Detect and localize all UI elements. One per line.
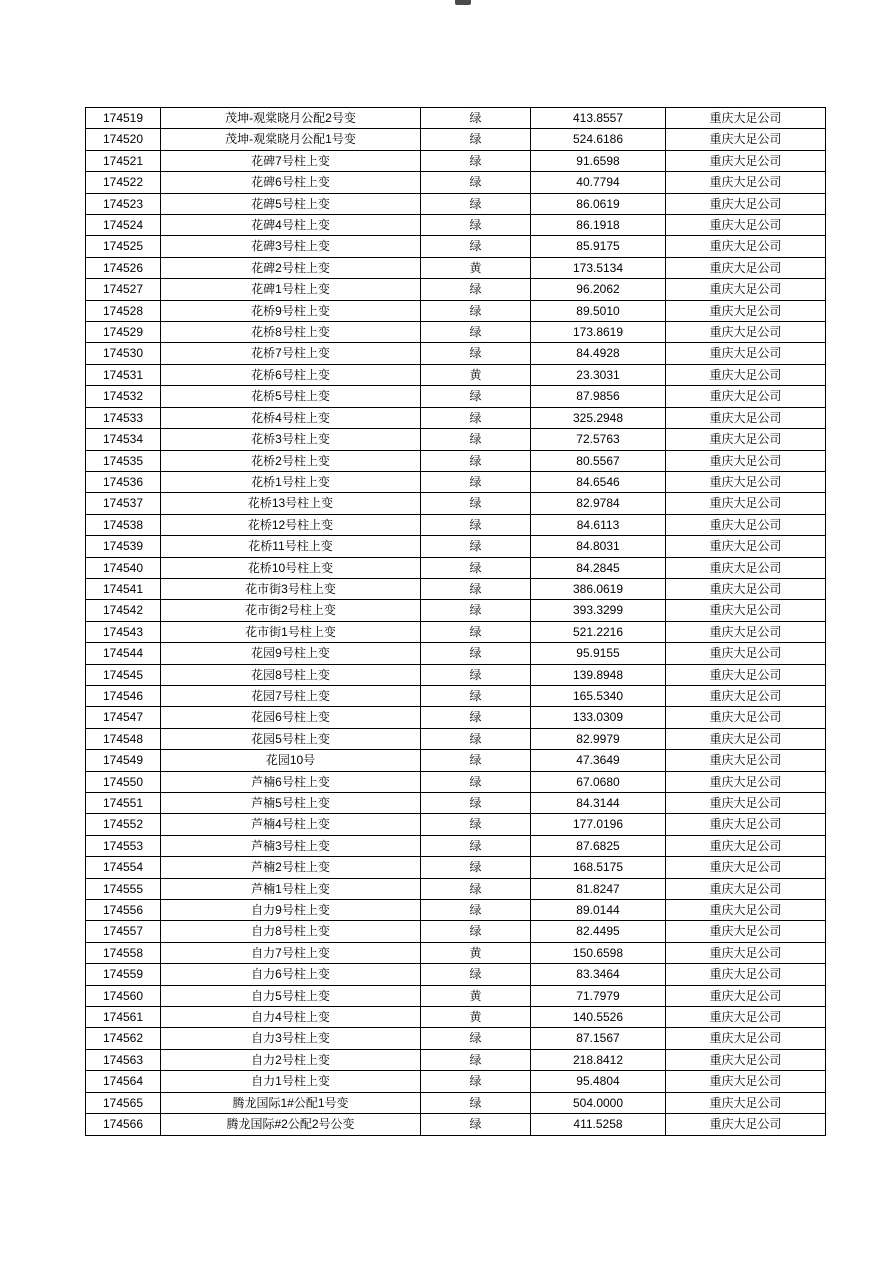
cell-name: 自力5号柱上变 (161, 985, 421, 1006)
cell-status: 绿 (421, 514, 531, 535)
cell-status: 绿 (421, 429, 531, 450)
cell-company: 重庆大足公司 (666, 1049, 826, 1070)
cell-company: 重庆大足公司 (666, 814, 826, 835)
table-row (86, 1071, 826, 1092)
cell-company: 重庆大足公司 (666, 279, 826, 300)
cell-company: 重庆大足公司 (666, 1092, 826, 1113)
table-row (86, 1028, 826, 1049)
cell-name: 花桥7号柱上变 (161, 343, 421, 364)
cell-status: 绿 (421, 557, 531, 578)
cell-status: 绿 (421, 643, 531, 664)
cell-id: 174558 (86, 942, 161, 963)
cell-value: 140.5526 (531, 1007, 666, 1028)
cell-company: 重庆大足公司 (666, 129, 826, 150)
table-row (86, 450, 826, 471)
cell-value: 84.6546 (531, 471, 666, 492)
cell-id: 174553 (86, 835, 161, 856)
cell-name: 花园5号柱上变 (161, 728, 421, 749)
cell-value: 86.0619 (531, 193, 666, 214)
cell-company: 重庆大足公司 (666, 793, 826, 814)
table-row (86, 664, 826, 685)
cell-company: 重庆大足公司 (666, 835, 826, 856)
cell-name: 花园7号柱上变 (161, 685, 421, 706)
cell-company: 重庆大足公司 (666, 343, 826, 364)
cell-value: 47.3649 (531, 750, 666, 771)
table-row (86, 193, 826, 214)
cell-name: 花园10号 (161, 750, 421, 771)
cell-company: 重庆大足公司 (666, 985, 826, 1006)
cell-id: 174561 (86, 1007, 161, 1028)
cell-value: 521.2216 (531, 621, 666, 642)
cell-value: 411.5258 (531, 1114, 666, 1135)
cell-value: 91.6598 (531, 150, 666, 171)
cell-status: 黄 (421, 1007, 531, 1028)
cell-value: 82.9784 (531, 493, 666, 514)
cell-id: 174527 (86, 279, 161, 300)
cell-status: 绿 (421, 621, 531, 642)
cell-status: 黄 (421, 942, 531, 963)
cell-id: 174523 (86, 193, 161, 214)
cell-value: 89.5010 (531, 300, 666, 321)
cell-value: 89.0144 (531, 900, 666, 921)
cell-value: 82.4495 (531, 921, 666, 942)
cell-value: 83.3464 (531, 964, 666, 985)
cell-value: 84.6113 (531, 514, 666, 535)
cell-company: 重庆大足公司 (666, 1028, 826, 1049)
cell-company: 重庆大足公司 (666, 193, 826, 214)
cell-company: 重庆大足公司 (666, 514, 826, 535)
cell-name: 自力7号柱上变 (161, 942, 421, 963)
cell-status: 绿 (421, 279, 531, 300)
cell-status: 绿 (421, 1071, 531, 1092)
cell-status: 绿 (421, 578, 531, 599)
cell-name: 芦楠1号柱上变 (161, 878, 421, 899)
cell-status: 黄 (421, 985, 531, 1006)
cell-value: 86.1918 (531, 215, 666, 236)
cell-status: 黄 (421, 257, 531, 278)
cell-value: 67.0680 (531, 771, 666, 792)
cell-id: 174562 (86, 1028, 161, 1049)
cell-company: 重庆大足公司 (666, 578, 826, 599)
cell-name: 花桥3号柱上变 (161, 429, 421, 450)
table-row (86, 108, 826, 129)
cell-name: 花碑4号柱上变 (161, 215, 421, 236)
cell-value: 177.0196 (531, 814, 666, 835)
cell-value: 80.5567 (531, 450, 666, 471)
cell-company: 重庆大足公司 (666, 707, 826, 728)
cell-company: 重庆大足公司 (666, 557, 826, 578)
table-row (86, 643, 826, 664)
cell-name: 花市街3号柱上变 (161, 578, 421, 599)
cell-id: 174542 (86, 600, 161, 621)
cell-value: 150.6598 (531, 942, 666, 963)
cell-status: 绿 (421, 707, 531, 728)
cell-company: 重庆大足公司 (666, 750, 826, 771)
cell-name: 花桥9号柱上变 (161, 300, 421, 321)
cell-status: 绿 (421, 386, 531, 407)
cell-status: 绿 (421, 750, 531, 771)
cell-name: 花桥13号柱上变 (161, 493, 421, 514)
cell-company: 重庆大足公司 (666, 300, 826, 321)
table-row (86, 942, 826, 963)
table-row (86, 685, 826, 706)
cell-name: 芦楠5号柱上变 (161, 793, 421, 814)
cell-name: 花桥10号柱上变 (161, 557, 421, 578)
table-row (86, 1049, 826, 1070)
cell-status: 绿 (421, 964, 531, 985)
cell-name: 芦楠2号柱上变 (161, 857, 421, 878)
cell-status: 绿 (421, 193, 531, 214)
cell-status: 绿 (421, 728, 531, 749)
cell-company: 重庆大足公司 (666, 685, 826, 706)
cell-value: 85.9175 (531, 236, 666, 257)
cell-name: 花碑5号柱上变 (161, 193, 421, 214)
cell-id: 174520 (86, 129, 161, 150)
table-row (86, 129, 826, 150)
cell-company: 重庆大足公司 (666, 536, 826, 557)
cell-name: 花市街1号柱上变 (161, 621, 421, 642)
table-row (86, 835, 826, 856)
cell-value: 218.8412 (531, 1049, 666, 1070)
cell-status: 绿 (421, 108, 531, 129)
cell-company: 重庆大足公司 (666, 964, 826, 985)
cell-status: 绿 (421, 685, 531, 706)
table-row (86, 236, 826, 257)
cell-company: 重庆大足公司 (666, 771, 826, 792)
cell-name: 花碑2号柱上变 (161, 257, 421, 278)
cell-company: 重庆大足公司 (666, 450, 826, 471)
cell-status: 绿 (421, 172, 531, 193)
cell-id: 174532 (86, 386, 161, 407)
cell-value: 81.8247 (531, 878, 666, 899)
cell-value: 173.5134 (531, 257, 666, 278)
table-row (86, 343, 826, 364)
cell-status: 绿 (421, 835, 531, 856)
cell-name: 花桥12号柱上变 (161, 514, 421, 535)
cell-value: 87.6825 (531, 835, 666, 856)
cell-name: 花桥4号柱上变 (161, 407, 421, 428)
cell-name: 自力8号柱上变 (161, 921, 421, 942)
table-row (86, 771, 826, 792)
cell-status: 绿 (421, 664, 531, 685)
table-row (86, 621, 826, 642)
cell-company: 重庆大足公司 (666, 108, 826, 129)
cell-company: 重庆大足公司 (666, 150, 826, 171)
cell-id: 174549 (86, 750, 161, 771)
table-row (86, 793, 826, 814)
cell-id: 174526 (86, 257, 161, 278)
cell-company: 重庆大足公司 (666, 1071, 826, 1092)
cell-name: 花桥8号柱上变 (161, 322, 421, 343)
cell-name: 自力3号柱上变 (161, 1028, 421, 1049)
table-row (86, 557, 826, 578)
table-row (86, 600, 826, 621)
cell-company: 重庆大足公司 (666, 493, 826, 514)
cell-name: 自力6号柱上变 (161, 964, 421, 985)
cell-company: 重庆大足公司 (666, 728, 826, 749)
cell-status: 绿 (421, 471, 531, 492)
cell-name: 花桥11号柱上变 (161, 536, 421, 557)
cell-id: 174560 (86, 985, 161, 1006)
cell-company: 重庆大足公司 (666, 172, 826, 193)
table-row (86, 1092, 826, 1113)
cell-id: 174547 (86, 707, 161, 728)
cell-status: 黄 (421, 364, 531, 385)
cell-value: 40.7794 (531, 172, 666, 193)
cell-status: 绿 (421, 407, 531, 428)
cell-company: 重庆大足公司 (666, 215, 826, 236)
cell-name: 花碑1号柱上变 (161, 279, 421, 300)
table-row (86, 386, 826, 407)
cell-id: 174556 (86, 900, 161, 921)
table-row (86, 407, 826, 428)
cell-company: 重庆大足公司 (666, 364, 826, 385)
cell-name: 自力1号柱上变 (161, 1071, 421, 1092)
table-row (86, 1007, 826, 1028)
cell-status: 绿 (421, 857, 531, 878)
cell-name: 花园8号柱上变 (161, 664, 421, 685)
cell-company: 重庆大足公司 (666, 921, 826, 942)
cell-id: 174530 (86, 343, 161, 364)
cell-company: 重庆大足公司 (666, 900, 826, 921)
cell-name: 腾龙国际#2公配2号公变 (161, 1114, 421, 1135)
table-row (86, 493, 826, 514)
cell-status: 绿 (421, 236, 531, 257)
cell-id: 174550 (86, 771, 161, 792)
cell-name: 芦楠3号柱上变 (161, 835, 421, 856)
cell-id: 174522 (86, 172, 161, 193)
cell-status: 绿 (421, 150, 531, 171)
cell-status: 绿 (421, 793, 531, 814)
cell-status: 绿 (421, 814, 531, 835)
cell-id: 174544 (86, 643, 161, 664)
cell-value: 386.0619 (531, 578, 666, 599)
cell-company: 重庆大足公司 (666, 600, 826, 621)
cell-id: 174521 (86, 150, 161, 171)
cell-value: 95.4804 (531, 1071, 666, 1092)
cell-id: 174565 (86, 1092, 161, 1113)
cell-name: 茂坤-观棠晓月公配2号变 (161, 108, 421, 129)
cell-status: 绿 (421, 1114, 531, 1135)
cell-value: 165.5340 (531, 685, 666, 706)
cell-status: 绿 (421, 900, 531, 921)
cell-company: 重庆大足公司 (666, 621, 826, 642)
cell-status: 绿 (421, 215, 531, 236)
cell-value: 87.9856 (531, 386, 666, 407)
cell-company: 重庆大足公司 (666, 664, 826, 685)
table-row (86, 900, 826, 921)
cell-status: 绿 (421, 322, 531, 343)
cell-status: 绿 (421, 343, 531, 364)
cell-name: 自力4号柱上变 (161, 1007, 421, 1028)
cell-name: 自力2号柱上变 (161, 1049, 421, 1070)
cell-name: 芦楠4号柱上变 (161, 814, 421, 835)
table-row (86, 964, 826, 985)
cell-status: 绿 (421, 129, 531, 150)
cell-name: 自力9号柱上变 (161, 900, 421, 921)
cell-status: 绿 (421, 493, 531, 514)
table-row (86, 578, 826, 599)
cell-status: 绿 (421, 771, 531, 792)
cell-company: 重庆大足公司 (666, 429, 826, 450)
cell-status: 绿 (421, 921, 531, 942)
cell-id: 174546 (86, 685, 161, 706)
table-row (86, 536, 826, 557)
cell-company: 重庆大足公司 (666, 1007, 826, 1028)
cell-company: 重庆大足公司 (666, 878, 826, 899)
table-row (86, 728, 826, 749)
cell-name: 花桥1号柱上变 (161, 471, 421, 492)
cell-value: 524.6186 (531, 129, 666, 150)
table-row (86, 814, 826, 835)
cell-name: 花碑3号柱上变 (161, 236, 421, 257)
cell-status: 绿 (421, 1049, 531, 1070)
transformer-table (85, 107, 826, 1136)
cell-status: 绿 (421, 1092, 531, 1113)
table-row (86, 215, 826, 236)
cell-status: 绿 (421, 1028, 531, 1049)
table-row (86, 921, 826, 942)
cell-company: 重庆大足公司 (666, 1114, 826, 1135)
table-row (86, 1114, 826, 1135)
cell-company: 重庆大足公司 (666, 236, 826, 257)
table-row (86, 878, 826, 899)
table-row (86, 707, 826, 728)
cell-value: 325.2948 (531, 407, 666, 428)
cell-name: 花碑7号柱上变 (161, 150, 421, 171)
cell-id: 174545 (86, 664, 161, 685)
cell-id: 174519 (86, 108, 161, 129)
cell-value: 84.8031 (531, 536, 666, 557)
cell-name: 芦楠6号柱上变 (161, 771, 421, 792)
cell-id: 174525 (86, 236, 161, 257)
cell-id: 174535 (86, 450, 161, 471)
cell-status: 绿 (421, 536, 531, 557)
cell-id: 174552 (86, 814, 161, 835)
cell-id: 174539 (86, 536, 161, 557)
table-row (86, 429, 826, 450)
cell-company: 重庆大足公司 (666, 322, 826, 343)
cell-id: 174540 (86, 557, 161, 578)
cell-id: 174559 (86, 964, 161, 985)
cell-company: 重庆大足公司 (666, 386, 826, 407)
cell-status: 绿 (421, 878, 531, 899)
table-row (86, 750, 826, 771)
cell-value: 504.0000 (531, 1092, 666, 1113)
cell-id: 174534 (86, 429, 161, 450)
cell-value: 413.8557 (531, 108, 666, 129)
cell-value: 23.3031 (531, 364, 666, 385)
cell-id: 174543 (86, 621, 161, 642)
cell-value: 168.5175 (531, 857, 666, 878)
cell-id: 174566 (86, 1114, 161, 1135)
table-row (86, 257, 826, 278)
table-row (86, 514, 826, 535)
table-row (86, 985, 826, 1006)
cell-value: 82.9979 (531, 728, 666, 749)
cell-id: 174563 (86, 1049, 161, 1070)
table-body (86, 108, 826, 1136)
cell-name: 花市街2号柱上变 (161, 600, 421, 621)
table-row (86, 172, 826, 193)
cell-value: 173.8619 (531, 322, 666, 343)
cell-status: 绿 (421, 600, 531, 621)
cell-value: 71.7979 (531, 985, 666, 1006)
cell-id: 174531 (86, 364, 161, 385)
cell-id: 174529 (86, 322, 161, 343)
cell-value: 84.3144 (531, 793, 666, 814)
cell-id: 174533 (86, 407, 161, 428)
cell-name: 花园6号柱上变 (161, 707, 421, 728)
cell-value: 84.2845 (531, 557, 666, 578)
cell-company: 重庆大足公司 (666, 942, 826, 963)
cell-id: 174555 (86, 878, 161, 899)
cell-company: 重庆大足公司 (666, 643, 826, 664)
table-row (86, 471, 826, 492)
table-row (86, 857, 826, 878)
cell-company: 重庆大足公司 (666, 471, 826, 492)
cell-name: 花桥2号柱上变 (161, 450, 421, 471)
cell-value: 393.3299 (531, 600, 666, 621)
cell-name: 花园9号柱上变 (161, 643, 421, 664)
cell-name: 花桥5号柱上变 (161, 386, 421, 407)
cell-id: 174548 (86, 728, 161, 749)
cell-name: 腾龙国际1#公配1号变 (161, 1092, 421, 1113)
cell-id: 174538 (86, 514, 161, 535)
cell-company: 重庆大足公司 (666, 407, 826, 428)
cell-value: 133.0309 (531, 707, 666, 728)
cell-value: 95.9155 (531, 643, 666, 664)
cell-value: 96.2062 (531, 279, 666, 300)
cell-id: 174554 (86, 857, 161, 878)
table-row (86, 150, 826, 171)
table-row (86, 364, 826, 385)
cell-company: 重庆大足公司 (666, 857, 826, 878)
cell-id: 174536 (86, 471, 161, 492)
cell-id: 174541 (86, 578, 161, 599)
cell-name: 茂坤-观棠晓月公配1号变 (161, 129, 421, 150)
cell-value: 72.5763 (531, 429, 666, 450)
cell-name: 花桥6号柱上变 (161, 364, 421, 385)
table-row (86, 300, 826, 321)
cell-value: 84.4928 (531, 343, 666, 364)
cell-value: 139.8948 (531, 664, 666, 685)
table-row (86, 322, 826, 343)
cell-id: 174524 (86, 215, 161, 236)
cell-status: 绿 (421, 300, 531, 321)
cell-id: 174557 (86, 921, 161, 942)
cell-status: 绿 (421, 450, 531, 471)
table-row (86, 279, 826, 300)
cell-id: 174551 (86, 793, 161, 814)
cell-value: 87.1567 (531, 1028, 666, 1049)
cell-id: 174537 (86, 493, 161, 514)
cell-company: 重庆大足公司 (666, 257, 826, 278)
cell-name: 花碑6号柱上变 (161, 172, 421, 193)
top-mark (455, 0, 471, 5)
cell-id: 174528 (86, 300, 161, 321)
cell-id: 174564 (86, 1071, 161, 1092)
